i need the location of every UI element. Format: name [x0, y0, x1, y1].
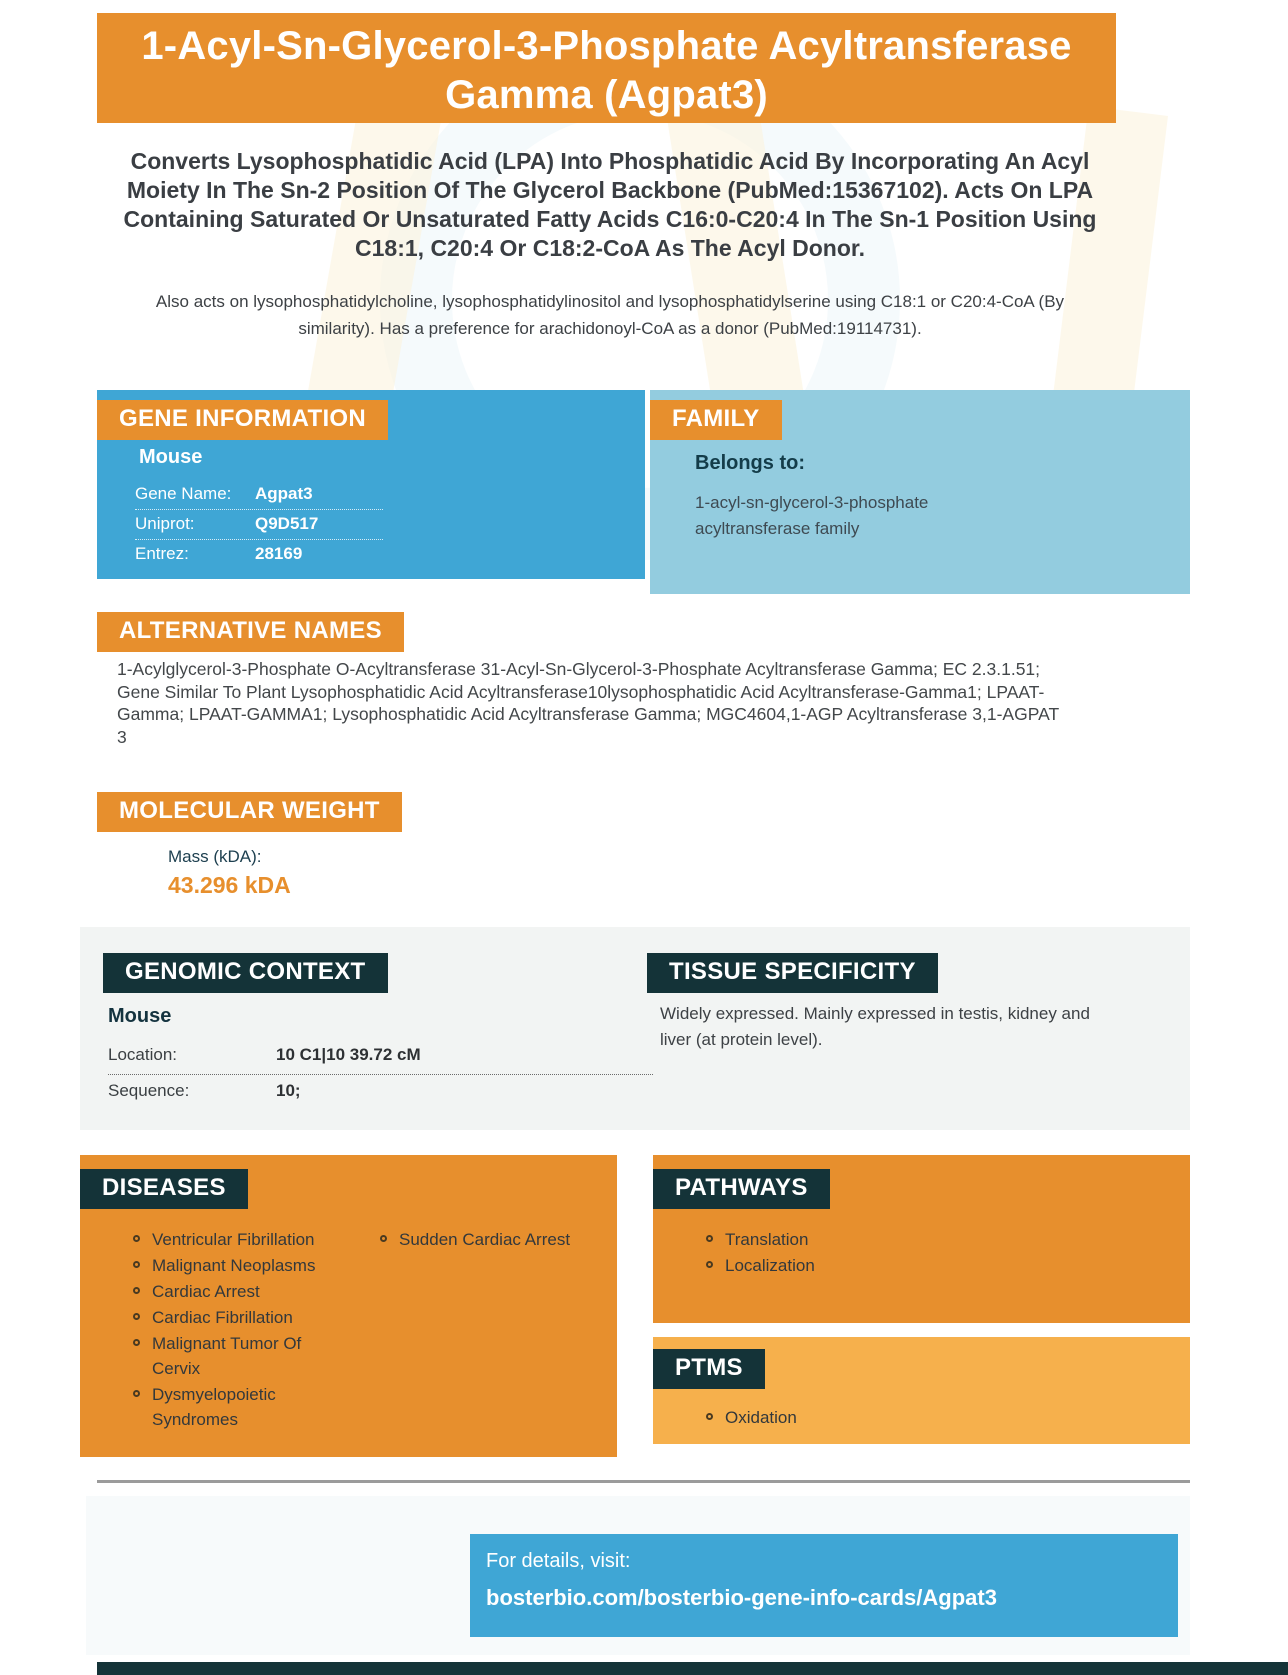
- footer-url-link[interactable]: bosterbio.com/bosterbio-gene-info-cards/Agpat3: [486, 1585, 997, 1610]
- list-item: [706, 1227, 936, 1252]
- tissue-specificity-text: Widely expressed. Mainly expressed in testis, kidney and liver (at protein level).: [660, 1004, 1090, 1049]
- list-item: [133, 1253, 333, 1278]
- row-value: 10;: [276, 1081, 301, 1100]
- list-item: [706, 1405, 936, 1430]
- row-value: 10 C1|10 39.72 cM: [276, 1045, 421, 1064]
- diseases-panel: [80, 1155, 617, 1457]
- list-item: [133, 1382, 333, 1432]
- circle-bullet-icon: [133, 1287, 140, 1294]
- gene-species-label: Mouse: [139, 446, 203, 468]
- diseases-list-column1: [133, 1227, 333, 1433]
- family-value: 1-acyl-sn-glycerol-3-phosphate acyltransferase family: [695, 493, 929, 538]
- ptms-heading: PTMS: [653, 1349, 765, 1389]
- gene-information-heading: GENE INFORMATION: [97, 400, 388, 440]
- circle-bullet-icon: [133, 1235, 140, 1242]
- ptms-panel: [653, 1337, 1190, 1444]
- list-item-label: Oxidation: [725, 1408, 797, 1427]
- mass-label: Mass (kDA):: [168, 847, 262, 866]
- molecular-weight-heading-wrap: [97, 792, 402, 832]
- genomic-species-label: Mouse: [108, 1005, 172, 1027]
- row-label: Entrez:: [135, 544, 189, 563]
- row-label: Gene Name:: [135, 484, 232, 503]
- list-item-label: Malignant Tumor Of Cervix: [152, 1334, 302, 1378]
- circle-bullet-icon: [706, 1413, 713, 1420]
- row-label: Location:: [108, 1045, 177, 1064]
- bottom-accent-bar: [97, 1662, 1288, 1675]
- list-item: [380, 1227, 590, 1252]
- header-banner: [97, 13, 1116, 123]
- pathways-list: [706, 1227, 936, 1279]
- circle-bullet-icon: [133, 1339, 140, 1346]
- footer-divider: [97, 1480, 1190, 1483]
- circle-bullet-icon: [380, 1235, 387, 1242]
- family-heading: FAMILY: [650, 400, 782, 440]
- list-item-label: Cardiac Arrest: [152, 1282, 260, 1301]
- list-item-label: Ventricular Fibrillation: [152, 1230, 315, 1249]
- circle-bullet-icon: [706, 1235, 713, 1242]
- table-row: [135, 540, 383, 569]
- list-item-label: Localization: [725, 1256, 815, 1275]
- alternative-names-heading: ALTERNATIVE NAMES: [97, 612, 404, 652]
- footer-panel: [86, 1496, 1190, 1655]
- summary-bold-paragraph: Converts Lysophosphatidic Acid (LPA) Into Phosphatidic Acid By Incorporating An Acyl Moiety In The Sn-2 Position Of The Glycerol Backbone (PubMed:15367102). Acts On LPA Containing Saturated Or Unsaturated Fatty Acids C16:0-C20:4 In The Sn-1 Position Using C18:1, C20:4 Or C18:2-CoA As The Acyl Donor.: [123, 148, 1097, 261]
- table-row: [108, 1039, 653, 1075]
- diseases-heading: DISEASES: [80, 1169, 248, 1209]
- circle-bullet-icon: [706, 1261, 713, 1268]
- footer-visit-label: For details, visit:: [486, 1550, 631, 1572]
- table-row: [135, 510, 383, 540]
- row-label: Uniprot:: [135, 514, 195, 533]
- list-item-label: Sudden Cardiac Arrest: [399, 1230, 571, 1249]
- list-item-label: Malignant Neoplasms: [152, 1256, 316, 1275]
- pathways-heading: PATHWAYS: [653, 1169, 830, 1209]
- gene-information-panel: [97, 390, 645, 579]
- footer-callout: [470, 1534, 1178, 1637]
- mass-value: 43.296 kDA: [168, 872, 291, 898]
- list-item: [133, 1227, 333, 1252]
- row-value: Agpat3: [255, 484, 313, 503]
- pathways-panel: [653, 1155, 1190, 1323]
- list-item-label: Cardiac Fibrillation: [152, 1308, 293, 1327]
- context-panel: [80, 927, 1190, 1130]
- list-item: [133, 1305, 333, 1330]
- list-item-label: Dysmyelopoietic Syndromes: [152, 1385, 276, 1429]
- list-item: [133, 1279, 333, 1304]
- gene-information-table: [135, 480, 383, 569]
- genomic-context-heading: GENOMIC CONTEXT: [103, 953, 388, 993]
- circle-bullet-icon: [133, 1390, 140, 1397]
- page-title: 1-Acyl-Sn-Glycerol-3-Phosphate Acyltransferase Gamma (Agpat3): [141, 23, 1072, 117]
- family-subheading: Belongs to:: [695, 452, 805, 474]
- list-item-label: Translation: [725, 1230, 809, 1249]
- list-item: [706, 1253, 936, 1278]
- circle-bullet-icon: [133, 1261, 140, 1268]
- tissue-specificity-heading: TISSUE SPECIFICITY: [647, 953, 938, 993]
- row-value: Q9D517: [255, 514, 319, 533]
- diseases-list-column2: [380, 1227, 590, 1253]
- circle-bullet-icon: [133, 1313, 140, 1320]
- table-row: [108, 1075, 653, 1110]
- genomic-context-table: [108, 1039, 653, 1110]
- family-panel: [650, 390, 1190, 594]
- alternative-names-text: 1-Acylglycerol-3-Phosphate O-Acyltransferase 31-Acyl-Sn-Glycerol-3-Phosphate Acyltransferase Gamma; EC 2.3.1.51; Gene Similar To Plant Lysophosphatidic Acid Acyltransferase10lysophosphatidic Acid Acyltransferase-Gamma1; LPAAT-Gamma; LPAAT-GAMMA1; Lysophosphatidic Acid Acyltransferase Gamma; MGC4604,1-AGP Acyltransferase 3,1-AGPAT 3: [117, 659, 1059, 747]
- alternative-names-heading-wrap: [97, 612, 404, 652]
- row-value: 28169: [255, 544, 303, 563]
- ptms-list: [706, 1405, 936, 1431]
- list-item: [133, 1331, 333, 1381]
- summary-secondary-paragraph: Also acts on lysophosphatidylcholine, lysophosphatidylinositol and lysophosphatidylserine using C18:1 or C20:4-CoA (By similarity). Has a preference for arachidonoyl-CoA as a donor (PubMed:19114731).: [155, 292, 1065, 338]
- molecular-weight-heading: MOLECULAR WEIGHT: [97, 792, 402, 832]
- table-row: [135, 480, 383, 510]
- row-label: Sequence:: [108, 1081, 190, 1100]
